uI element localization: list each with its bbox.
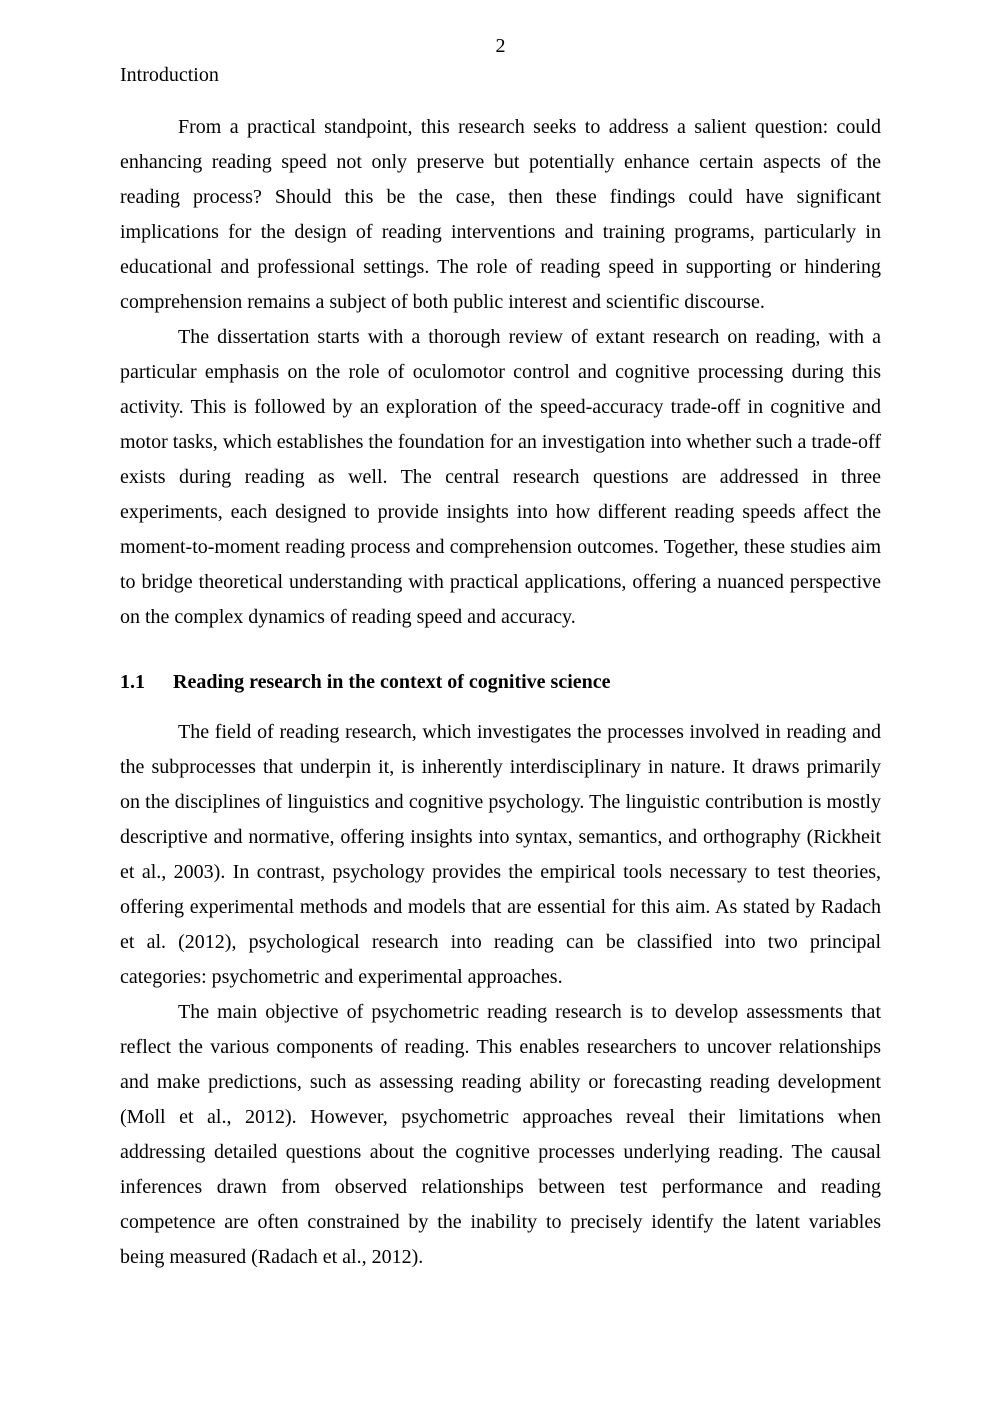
paragraph-1: From a practical standpoint, this research seeks to address a salient question: could enhancing reading speed not only preserve but potentially enhance certain aspects of the reading process? Should this be the case, then these findings could have significant implications for the design of reading interventions and training programs, particularly in educational and professional settings. The role of reading speed in supporting or hindering comprehension remains a subject of both public interest and scientific discourse. xyxy=(120,116,881,313)
section-heading xyxy=(120,665,881,700)
running-header: Introduction xyxy=(120,64,219,86)
section-number: 1.1 xyxy=(120,671,145,693)
paragraph-3: The field of reading research, which investigates the processes involved in reading and the subprocesses that underpin it, is inherently interdisciplinary in nature. It draws primarily on the disciplines of linguistics and cognitive psychology. The linguistic contribution is mostly descriptive and normative, offering insights into syntax, semantics, and orthography (Rickheit et al., 2003). In contrast, psychology provides the empirical tools necessary to test theories, offering experimental methods and models that are essential for this aim. As stated by Radach et al. (2012), psychological research into reading can be classified into two principal categories: psychometric and experimental approaches. xyxy=(120,721,881,988)
section-title: Reading research in the context of cognitive science xyxy=(173,671,611,693)
body-text xyxy=(120,110,881,1275)
paragraph-2: The dissertation starts with a thorough review of extant research on reading, with a particular emphasis on the role of oculomotor control and cognitive processing during this activity. This is followed by an exploration of the speed-accuracy trade-off in cognitive and motor tasks, which establishes the foundation for an investigation into whether such a trade-off exists during reading as well. The central research questions are addressed in three experiments, each designed to provide insights into how different reading speeds affect the moment-to-moment reading process and comprehension outcomes. Together, these studies aim to bridge theoretical understanding with practical applications, offering a nuanced perspective on the complex dynamics of reading speed and accuracy. xyxy=(120,326,881,628)
paragraph-4: The main objective of psychometric reading research is to develop assessments that reflect the various components of reading. This enables researchers to uncover relationships and make predictions, such as assessing reading ability or forecasting reading development (Moll et al., 2012). However, psychometric approaches reveal their limitations when addressing detailed questions about the cognitive processes underlying reading. The causal inferences drawn from observed relationships between test performance and reading competence are often constrained by the inability to precisely identify the latent variables being measured (Radach et al., 2012). xyxy=(120,1001,881,1268)
page-number: 2 xyxy=(495,35,506,57)
